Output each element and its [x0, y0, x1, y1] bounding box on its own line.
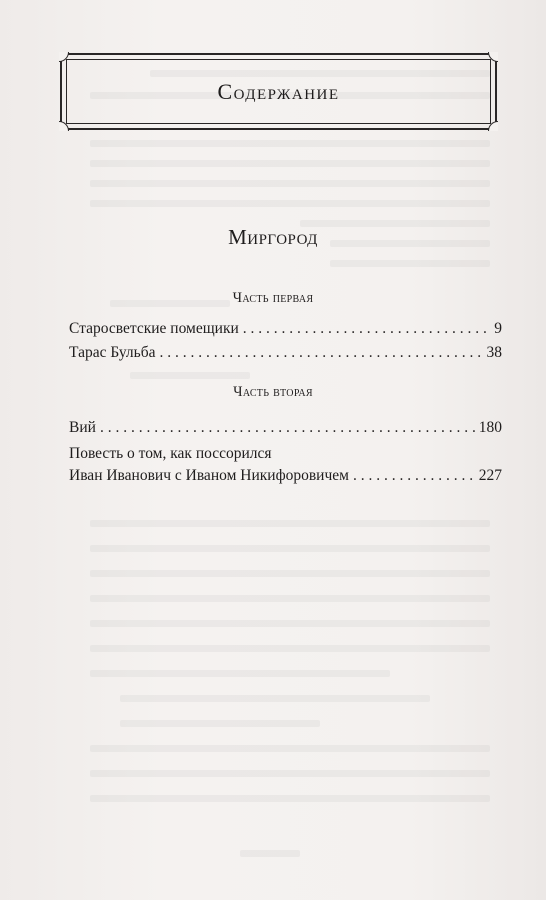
- toc-entry-page: 227: [478, 467, 502, 484]
- dot-leader: [353, 467, 475, 485]
- toc-entry-title-line1[interactable]: Повесть о том, как поссорился: [69, 445, 272, 462]
- toc-entry[interactable]: [69, 344, 502, 362]
- toc-entry-title: Тарас Бульба: [69, 344, 156, 361]
- toc-entry-title: Вий: [69, 419, 96, 436]
- toc-entry[interactable]: [69, 467, 502, 485]
- part-title: Часть первая: [232, 290, 314, 306]
- dot-leader: [160, 344, 483, 362]
- section-title: Миргород: [228, 225, 318, 249]
- toc-entry-title: Иван Иванович с Иваном Никифоровичем: [69, 467, 349, 484]
- toc-entry-title: Старосветские помещики: [69, 320, 239, 337]
- toc-entry[interactable]: [69, 419, 502, 437]
- toc-entry-page: 180: [478, 419, 502, 436]
- dot-leader: [100, 419, 475, 437]
- dot-leader: [243, 320, 490, 338]
- toc-entry[interactable]: [69, 320, 502, 338]
- toc-entry-page: 9: [494, 320, 502, 337]
- part-title: Часть вторая: [233, 384, 313, 400]
- toc-entry-page: 38: [486, 344, 502, 361]
- contents-heading: Содержание: [217, 79, 340, 104]
- header-frame: [60, 53, 497, 130]
